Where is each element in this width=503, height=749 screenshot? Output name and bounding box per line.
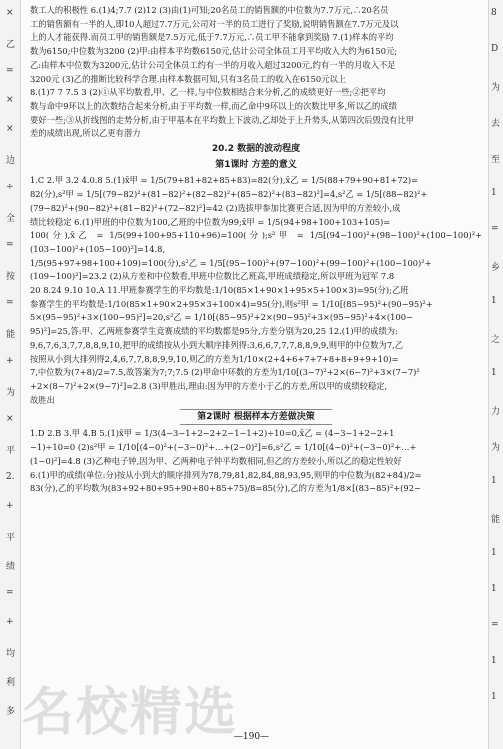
answer-line: 上的人才能获得.而员工甲的销售额是7.5万元,低于7.7万元,∴员工甲不能拿到奖励 7.(1)样本的平均 <box>30 32 394 43</box>
margin-glyph: = <box>491 620 499 630</box>
answer-line: 100(分),x̄乙 = 1/5(99+100+95+110+96)=100(分);s²甲 = 1/5[(94−100)²+(98−100)²+(100−100)²+(103−100)²+(105−100)²]=14.8, <box>30 230 482 254</box>
answer-line: (109−100)²]=23.2 (2)从方差和中位数看,甲班中位数比乙班高,甲班成绩稳定,所以甲班为冠军 7.8 <box>30 271 395 282</box>
answer-line: 要好一些;③从折线图的走势分析,由于甲基本在平均数上下波动,乙却处于上升势头,从第四次后毁没有比甲 <box>30 114 415 125</box>
section-title: 20.2 数据的波动程度 <box>211 144 301 155</box>
answer-line: 7,中位数为(7+8)/2=7.5,故答案为7;7;7.5 (2)甲命中环数的方差为1/10[(3−7)²+2×(6−7)²+3×(7−7)² <box>30 367 420 378</box>
margin-glyph: D <box>491 44 499 54</box>
margin-glyph: × <box>6 414 14 424</box>
answer-line: +2×(8−7)²+2×(9−7)²]=2.8 (3)甲胜出,理由:因为甲的方差小于乙的方差,所以甲的成绩较稳定, <box>30 380 388 391</box>
margin-glyph: 能 <box>6 330 16 340</box>
answer-line: 按照从小到大排列得2,4,6,7,7,8,8,9,9,10,则乙的方差为1/10×(2+4+6+7+7+8+8+9+9+10)= <box>30 353 399 364</box>
margin-glyph: 能 <box>491 515 501 525</box>
margin-glyph: × <box>6 124 14 134</box>
answer-line: 95)²]=25,答:甲、乙两班参赛学生竞赛成绩的平均数都是95分,方差分别为20,25 12.(1)甲的成绩为: <box>30 326 398 337</box>
watermark: 名校精选 <box>22 683 239 743</box>
answer-line: 工的销售额有一半的人,即10人超过7.7万元,公司对一半的员工进行了奖励,说明销售额在7.7万元及以 <box>30 18 399 29</box>
margin-glyph: 乡 <box>491 263 501 273</box>
margin-glyph: 均 <box>6 649 16 659</box>
answer-line: −1)÷10=0 (2)s²甲 = 1/10[(4−0)²+(−3−0)²+…+(2−0)²]=6,s²乙 = 1/10[(4−0)²+(−3−0)²+…+ <box>30 442 417 453</box>
margin-glyph: 1 <box>491 584 497 594</box>
margin-glyph: 平 <box>6 446 16 456</box>
answer-line: 82(分),s²甲 = 1/5[(79−82)²+(81−82)²+(82−82)²+(85−82)²+(83−82)²]=4,s²乙 = 1/5[(88−82)²+ <box>30 189 428 200</box>
margin-glyph: 1 <box>491 476 497 486</box>
answer-line: 1/5(95+97+98+100+109)=100(分),s²乙 = 1/5[(95−100)²+(97−100)²+(99−100)²+(100−100)²+ <box>30 257 432 268</box>
answer-line: 5×(95−95)²+3×(100−95)²]=20,s²乙 = 1/10[(85−95)²+2×(90−95)²+3×(95−95)²+4×(100− <box>30 312 413 323</box>
margin-glyph: 去 <box>491 119 501 129</box>
answer-line: (79−82)²+(90−82)²+(81−82)²+(72−82)²]=42 (2)选拔甲参加比赛更合适,因为甲的方差较小,成 <box>30 202 401 213</box>
margin-glyph: 之 <box>491 335 501 345</box>
answers-lesson2 <box>30 427 482 496</box>
margin-glyph: 平 <box>6 533 16 543</box>
margin-glyph: 至 <box>491 155 501 165</box>
margin-glyph: 利 <box>6 678 16 688</box>
answer-line: 数工人的积极性 6.(1)4;7.7 (2)12 (3)由(1)可知;20名员工的销售额的中位数为7.7万元,∴20名员 <box>30 5 389 15</box>
margin-glyph: + <box>6 501 14 511</box>
margin-glyph: × <box>6 8 14 18</box>
margin-glyph: 多 <box>6 707 16 717</box>
left-margin-strip <box>0 0 21 749</box>
answers-lesson1 <box>30 174 482 407</box>
margin-glyph: 绩 <box>6 562 16 572</box>
lesson-title: 第1课时 方差的意义 <box>215 159 297 170</box>
answer-line: 8.(1)7 7 7.5 3 (2)①从平均数看,甲、乙一样,与中位数相结合来分析,乙的成绩更好一些;②把平均 <box>30 87 386 98</box>
right-margin-strip <box>488 0 503 749</box>
answers-top <box>30 4 482 141</box>
margin-glyph: 边 <box>6 156 16 166</box>
margin-glyph: 1 <box>491 692 497 702</box>
answer-line: 3200元 (3)乙的推断比较科学合理.由样本数据可知,只有3名员工的收入在6150元以上 <box>30 73 347 84</box>
margin-glyph: 1 <box>491 548 497 558</box>
margin-glyph: 力 <box>491 407 501 417</box>
margin-glyph: 1 <box>491 296 497 306</box>
answer-line: 1.D 2.B 3.甲 4.B 5.(1)x̄甲 = 1/3(4−3−1+2−2+2−1−1+2)÷10=0,x̄乙 = (4−3−1+2−2+1 <box>30 428 395 439</box>
margin-glyph: 1 <box>491 656 497 666</box>
margin-glyph: 1 <box>491 368 497 378</box>
margin-glyph: 为 <box>6 388 16 398</box>
margin-glyph: 为 <box>491 443 501 453</box>
margin-glyph: 为 <box>491 83 501 93</box>
margin-glyph: = <box>6 298 14 308</box>
answer-line: 20 8.24 9.10 10.A 11.甲班参赛学生的平均数是:1/10(85×1+90×1+95×5+100×3)=95(分);乙班 <box>30 285 409 296</box>
answer-line: (1−0)²]=4.8 (3)乙种电子钟,因为甲、乙两种电子钟平均数相同,但乙的方差较小,所以乙的稳定性较好 <box>30 455 402 466</box>
margin-glyph: ÷ <box>6 182 14 192</box>
answer-line: 83(分),乙的平均数为(83+92+80+95+90+80+85+75)/8=85(分),乙的方差为1/8×[(83−85)²+(92− <box>30 483 421 494</box>
answer-line: 9,6,7,6,3,7,7,8,8,9,10,把甲的成绩按从小到大顺序排列得:3,6,6,7,7,7,8,8,9,9,则甲的中位数为7,乙 <box>30 339 404 350</box>
margin-glyph: 1 <box>491 188 497 198</box>
page-number: —190— <box>233 732 270 742</box>
answer-line: 故胜出 <box>30 394 55 405</box>
answer-line: 参赛学生的平均数是:1/10(85×1+90×2+95×3+100×4)=95(分),则s²甲 = 1/10[(85−95)²+(90−95)²+ <box>30 298 433 309</box>
answer-line: 1.C 2.甲 3.2 4.0.8 5.(1)x̄甲 = 1/5(79+81+82+85+83)=82(分),x̄乙 = 1/5(88+79+90+81+72)= <box>30 175 419 186</box>
margin-glyph: = <box>6 66 14 76</box>
margin-glyph: = <box>491 224 499 234</box>
margin-glyph: 全 <box>6 214 16 224</box>
page-content <box>30 4 482 496</box>
margin-glyph: 8 <box>491 8 497 18</box>
lesson-title: 第2课时 根据样本方差做决策 <box>180 409 332 425</box>
margin-glyph: + <box>6 617 14 627</box>
answer-line: 数与命中9环以上的次数结合起来分析,由于平均数一样,而乙命中9环以上的次数比甲多,所以乙的成绩 <box>30 100 397 111</box>
answer-line: 6.(1)甲的成绩(单位:分)按从小到大的顺序排列为78,79,81,82,84,88,93,95,则甲的中位数为(82+84)/2= <box>30 469 422 480</box>
answer-line: 数为6150;中位数为3200 (2)甲:由样本平均数6150元,估计公司全体员工月平均收入大约为6150元; <box>30 46 398 57</box>
margin-glyph: = <box>6 588 14 598</box>
margin-glyph: 乙 <box>6 40 16 50</box>
margin-glyph: 按 <box>6 272 16 282</box>
answer-line: 差的成绩出现,所以乙更有潜力 <box>30 128 141 139</box>
answer-line: 乙:由样本中位数为3200元,估计公司全体员工约有一半的月收入超过3200元,约有一半的月收入不足 <box>30 59 396 70</box>
margin-glyph: × <box>6 95 14 105</box>
answer-line: 绩比较稳定 6.(1)甲班的中位数为100,乙班的中位数为99;x̄甲 = 1/5(94+98+100+103+105)= <box>30 216 391 227</box>
margin-glyph: + <box>6 356 14 366</box>
margin-glyph: 2. <box>6 472 15 482</box>
margin-glyph: = <box>6 240 14 250</box>
